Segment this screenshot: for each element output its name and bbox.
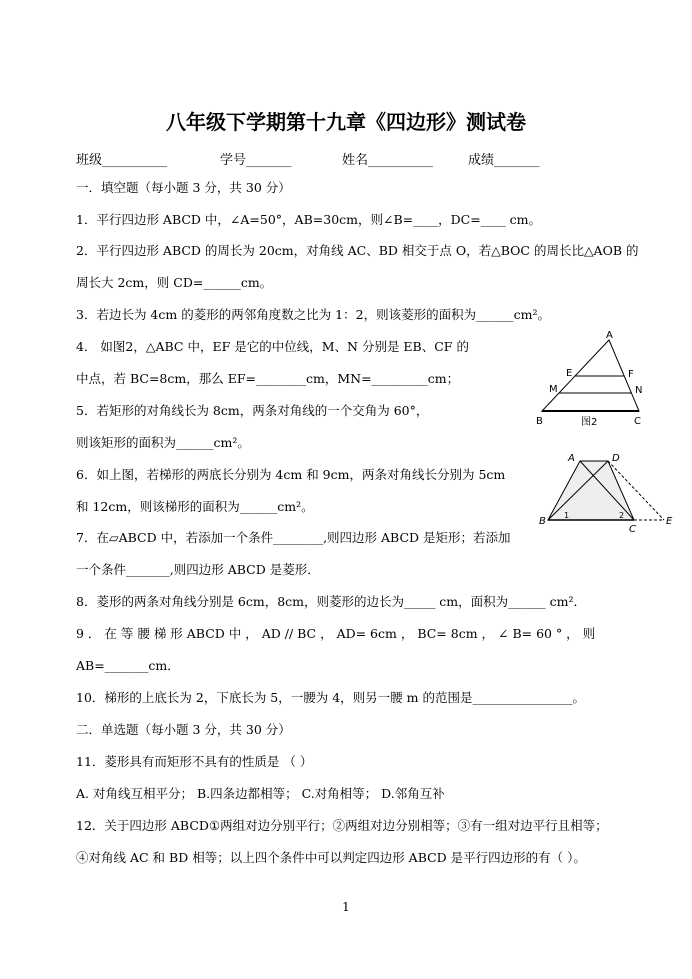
section2-heading: 二．单选题（每小题 3 分，共 30 分） (76, 722, 291, 737)
page-title: 八年级下学期第十九章《四边形》测试卷 (166, 110, 526, 134)
question-line: 6．如上图，若梯形的两底长分别为 4cm 和 9cm，两条对角线长分别为 5cm (76, 467, 506, 482)
label-A: A (606, 330, 613, 341)
class-field: 班级__________ (76, 153, 168, 168)
question-line: 4． 如图2，△ABC 中，EF 是它的中位线，M、N 分别是 EB、CF 的 (76, 339, 469, 354)
label-N: N (635, 385, 643, 396)
triangle-midline-figure (528, 330, 656, 430)
question-line: 一个条件_______,则四边形 ABCD 是菱形． (76, 562, 320, 577)
score-field: 成绩_______ (468, 153, 540, 168)
question-line: 7．在▱ABCD 中，若添加一个条件________,则四边形 ABCD 是矩形；若添加 (76, 530, 511, 545)
angle-2: 2 (619, 511, 625, 520)
trapezoid-figure (536, 448, 676, 534)
question-line: 10．梯形的上底长为 2，下底长为 5，一腰为 4，则另一腰 m 的范围是________________。 (76, 690, 585, 705)
question-line: 5．若矩形的对角线长为 8cm，两条对角线的一个交角为 60°， (76, 403, 429, 418)
question-line: 12．关于四边形 ABCD①两组对边分别平行；②两组对边分别相等；③有一组对边平行且相等； (76, 818, 608, 833)
label-D: D (612, 453, 620, 464)
label-B: B (536, 416, 543, 427)
question-line: ④对角线 AC 和 BD 相等；以上四个条件中可以判定四边形 ABCD 是平行四边形的有（ ）。 (76, 850, 586, 865)
label-C: C (634, 416, 641, 427)
question-line: AB=_______cm． (76, 658, 180, 673)
label-B: B (539, 516, 546, 527)
label-E: E (666, 516, 673, 527)
label-C: C (629, 524, 636, 534)
question-line: 9 ． 在 等 腰 梯 形 ABCD 中 ， AD // BC ， AD= 6cm ， BC= 8cm ， ∠ B= 60 ° ， 则 (76, 626, 596, 641)
question-line: A. 对角线互相平分； B.四条边都相等； C.对角相等； D.邻角互补 (76, 786, 445, 801)
question-line: 和 12cm，则该梯形的面积为______cm²。 (76, 499, 314, 514)
figure-caption: 图2 (581, 417, 598, 428)
label-A: A (568, 453, 575, 464)
name-field: 姓名__________ (342, 153, 434, 168)
student-no-field: 学号_______ (220, 153, 292, 168)
label-E: E (566, 368, 573, 379)
question-line: 则该矩形的面积为______cm²。 (76, 435, 250, 450)
question-line: 1．平行四边形 ABCD 中，∠A=50°，AB=30cm，则∠B=____，DC=____ cm。 (76, 212, 542, 227)
section1-heading: 一．填空题（每小题 3 分，共 30 分） (76, 180, 291, 195)
question-line: 2．平行四边形 ABCD 的周长为 20cm，对角线 AC、BD 相交于点 O，若△BOC 的周长比△AOB 的 (76, 243, 639, 258)
question-line: 中点，若 BC=8cm，那么 EF=________cm，MN=_________cm； (76, 371, 460, 386)
angle-1: 1 (564, 511, 570, 520)
page-number: 1 (342, 900, 350, 914)
question-line: 8．菱形的两条对角线分别是 6cm，8cm，则菱形的边长为_____ cm，面积为______ cm²． (76, 594, 586, 609)
question-line: 11．菱形具有而矩形不具有的性质是 （ ） (76, 754, 313, 769)
question-line: 周长大 2cm，则 CD=______cm。 (76, 275, 273, 290)
label-F: F (628, 369, 634, 380)
question-line: 3．若边长为 4cm 的菱形的两邻角度数之比为 1：2，则该菱形的面积为______cm²。 (76, 307, 550, 322)
label-M: M (549, 384, 558, 395)
